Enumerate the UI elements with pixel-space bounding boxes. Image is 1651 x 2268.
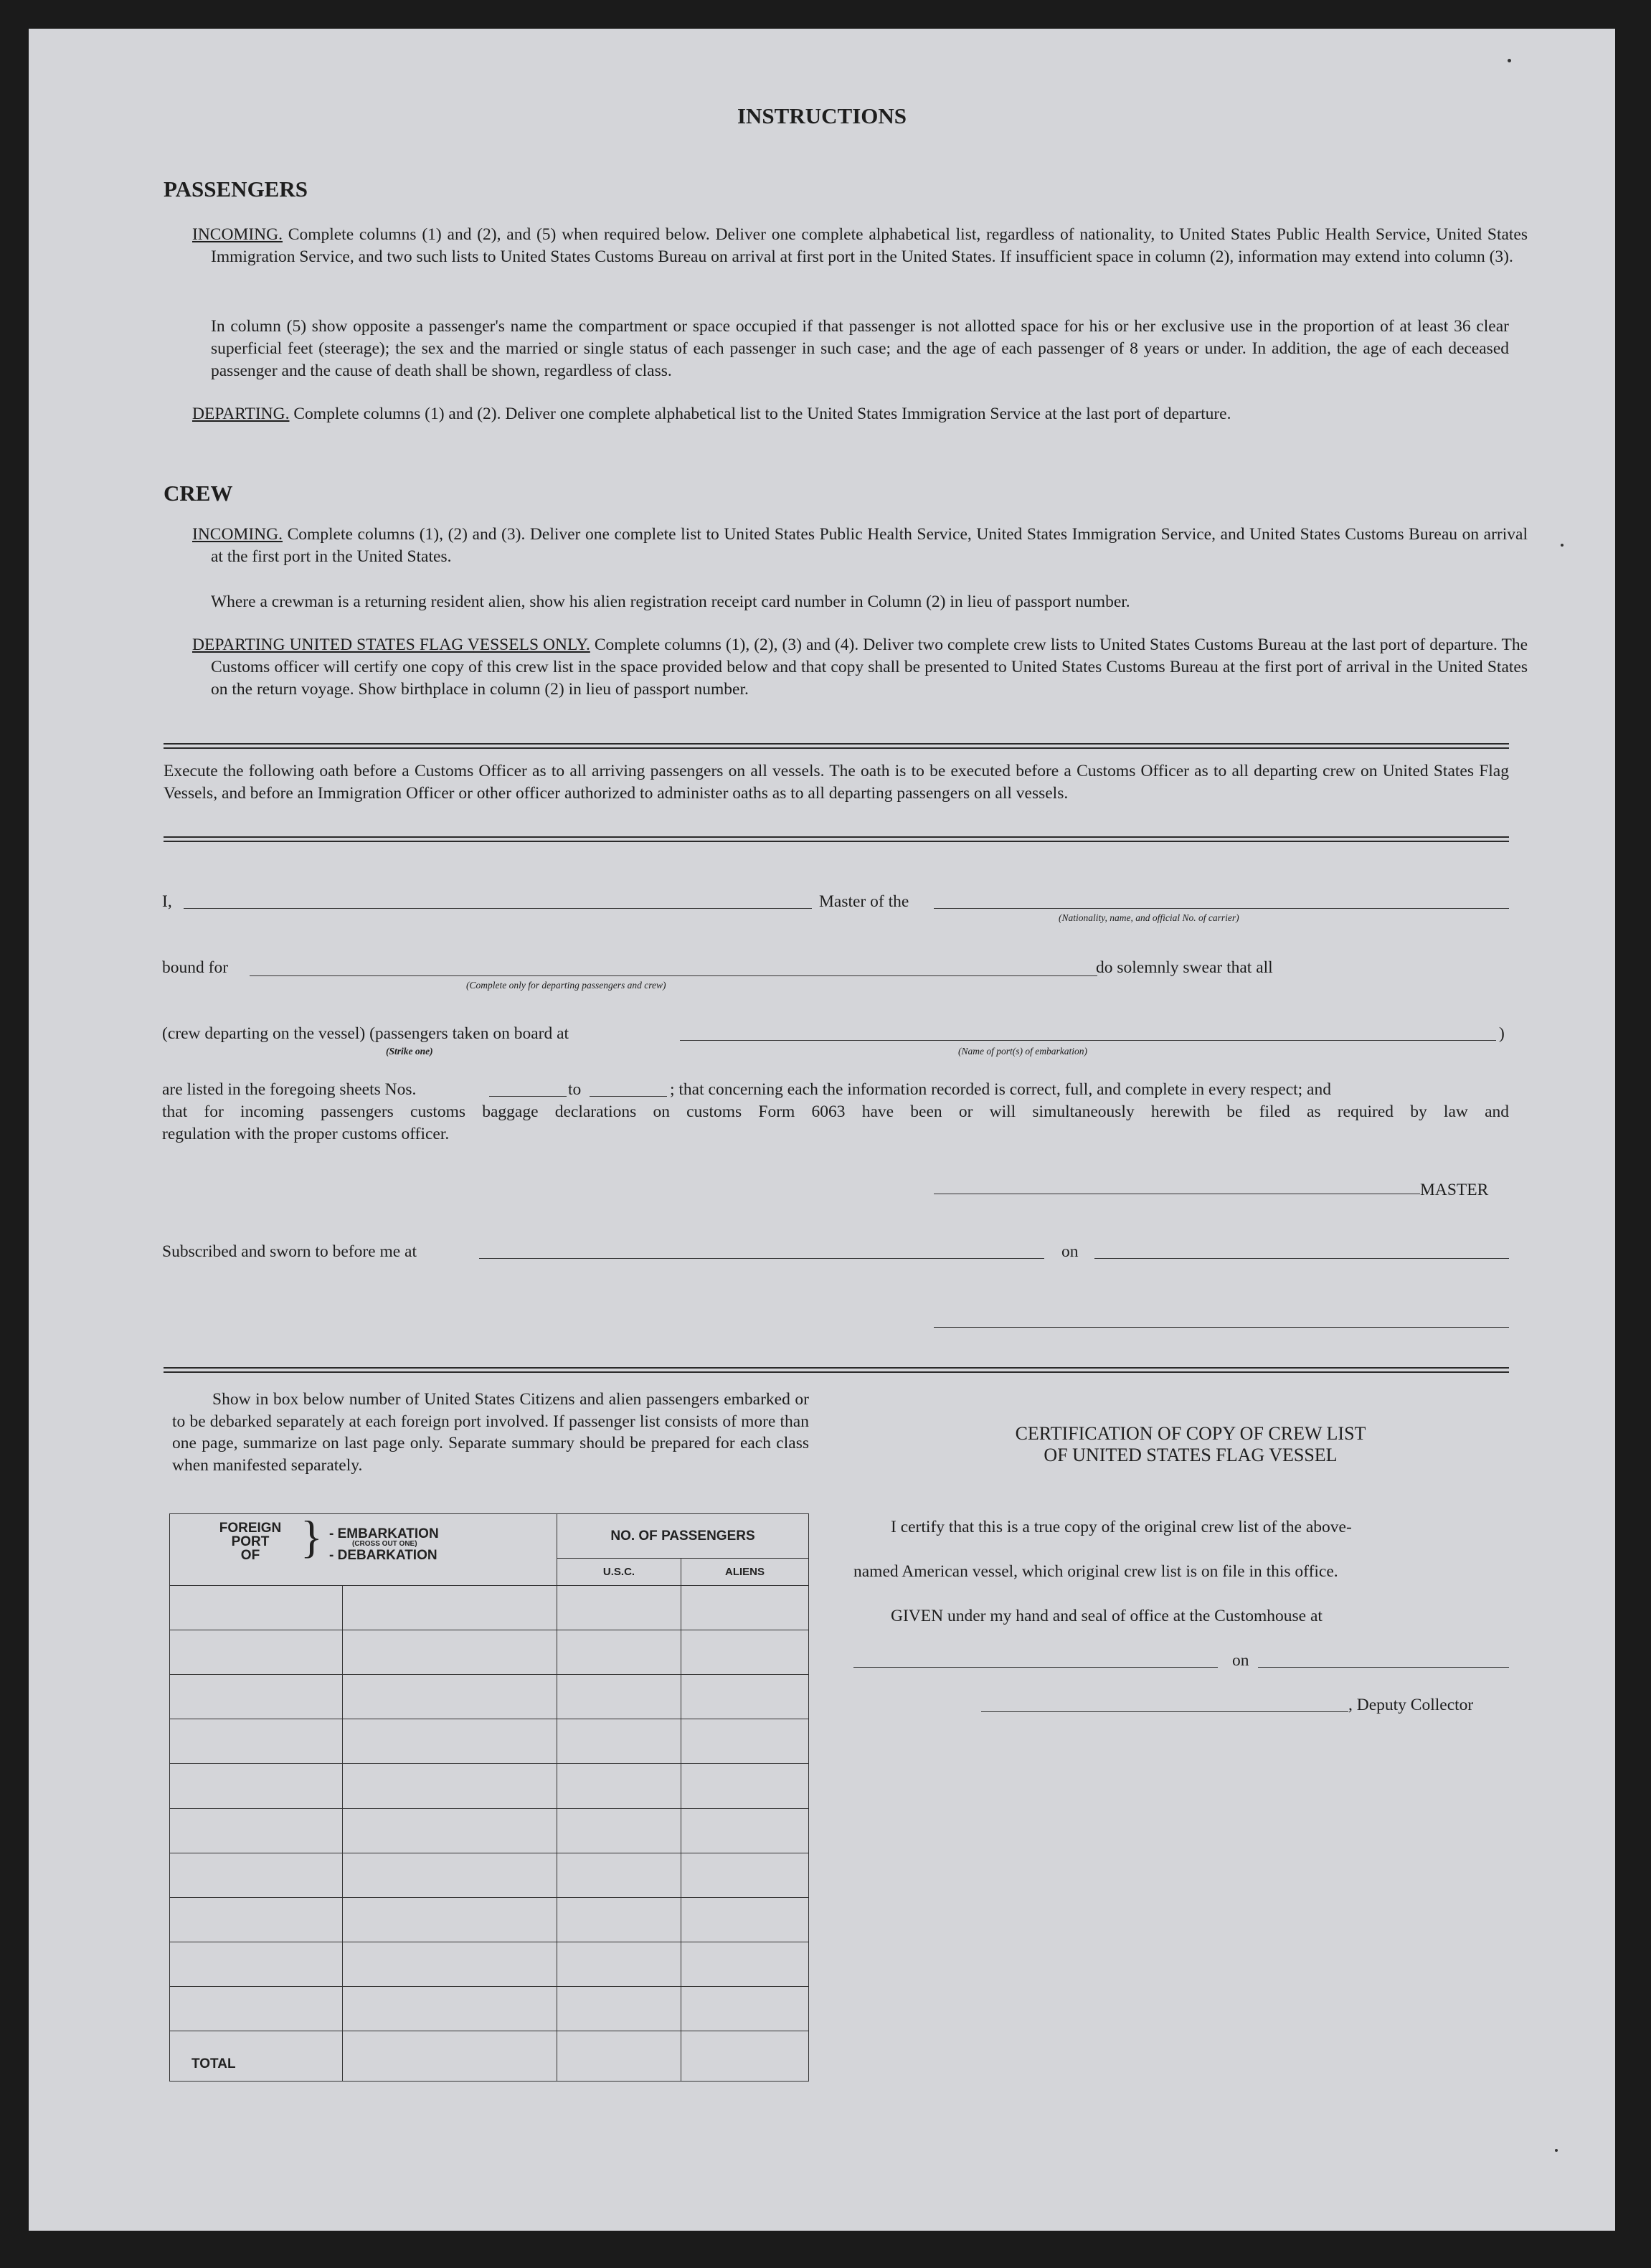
usc-header: U.S.C.: [557, 1559, 681, 1586]
certification-title-line-2: OF UNITED STATES FLAG VESSEL: [1044, 1445, 1338, 1465]
total-aliens-cell[interactable]: [681, 2031, 809, 2081]
listed-text-1: ; that concerning each the information recorded is correct, full, and complete in every respect; and: [670, 1080, 1331, 1099]
crew-departing-label: (crew departing on the vessel) (passengers taken on board at: [162, 1024, 569, 1043]
certification-text-1: I certify that this is a true copy of the original crew list of the above-: [891, 1518, 1352, 1536]
aliens-cell[interactable]: [681, 1719, 809, 1764]
swear-label: do solemnly swear that all: [1096, 958, 1273, 977]
given-text: GIVEN under my hand and seal of office at the Customhouse at: [891, 1607, 1323, 1625]
usc-cell[interactable]: [557, 1630, 681, 1675]
port-name-cell[interactable]: [343, 1586, 557, 1630]
master-of-label: Master of the: [819, 892, 909, 911]
crew-departing-paragraph: [192, 634, 1528, 701]
port-name-cell[interactable]: [343, 1675, 557, 1719]
form-page: [29, 29, 1615, 2231]
master-label: MASTER: [1420, 1181, 1489, 1199]
embarkation-header: - EMBARKATION: [329, 1526, 439, 1541]
passengers-incoming-paragraph: [192, 224, 1528, 268]
total-label: TOTAL: [170, 2031, 343, 2081]
divider: [164, 1367, 1509, 1369]
aliens-cell[interactable]: [681, 1586, 809, 1630]
usc-cell[interactable]: [557, 1853, 681, 1897]
subscribed-label: Subscribed and sworn to before me at: [162, 1242, 417, 1261]
aliens-cell[interactable]: [681, 1630, 809, 1675]
summary-instructions: Show in box below number of United States Citizens and alien passengers embarked or to be debarked separately at each foreign port involved. If passenger list consists of more than one page, summarize on last page only. Separate summary should be prepared for each class when manifested separately.: [172, 1390, 809, 1475]
brace-icon: }: [301, 1511, 323, 1562]
carrier-field[interactable]: [934, 908, 1509, 909]
sworn-on-label: on: [1061, 1242, 1079, 1261]
close-paren: ): [1499, 1024, 1505, 1043]
page-title: INSTRUCTIONS: [737, 103, 907, 128]
bound-for-note: (Complete only for departing passengers and crew): [466, 980, 666, 991]
cross-out-note: (CROSS OUT ONE): [352, 1540, 417, 1548]
port-cell[interactable]: [170, 1942, 343, 1986]
aliens-header: ALIENS: [681, 1559, 809, 1586]
bound-for-label: bound for: [162, 958, 229, 977]
port-name-cell[interactable]: [343, 1808, 557, 1853]
passengers-incoming-text: Complete columns (1) and (2), and (5) when required below. Deliver one complete alphabetical list, regardless of nationality, to United States Public Health Service, United States Immigration Service, and two such lists to United States Customs Bureau on arrival at first port in the United States. If insufficient space in column (2), information may extend into column (3).: [211, 225, 1528, 266]
oath-i-label: I,: [162, 892, 172, 911]
carrier-note: (Nationality, name, and official No. of carrier): [1059, 912, 1239, 923]
passengers-heading: PASSENGERS: [164, 176, 308, 202]
bound-for-field[interactable]: [250, 975, 1097, 976]
scan-speck: [1555, 2149, 1558, 2152]
crew-departing-label: DEPARTING UNITED STATES FLAG VESSELS ONLY.: [192, 635, 590, 654]
passengers-departing-label: DEPARTING.: [192, 405, 290, 423]
passengers-departing-text: Complete columns (1) and (2). Deliver one complete alphabetical list to the United States Immigration Service at the last port of departure.: [293, 405, 1231, 423]
port-name-cell[interactable]: [343, 1853, 557, 1897]
usc-cell[interactable]: [557, 1675, 681, 1719]
crew-incoming-label: INCOMING.: [192, 525, 283, 544]
aliens-cell[interactable]: [681, 1942, 809, 1986]
port-header-line: PORT: [231, 1534, 270, 1549]
passengers-header: NO. OF PASSENGERS: [557, 1514, 809, 1559]
crew-incoming-text: Complete columns (1), (2) and (3). Deliver one complete list to United States Public Health Service, United States Immigration Service, and United States Customs Bureau on arrival at the first port in the United States.: [211, 525, 1528, 566]
passengers-column5-paragraph: In column (5) show opposite a passenger's name the compartment or space occupied if that passenger is not allotted space for his or her exclusive use in the proportion of at least 36 clear superficial feet (steerage); the sex and the married or single status of each passenger in such case; and the age of each passenger of 8 years or under. In addition, the age of each deceased passenger and the cause of death shall be shown, regardless of class.: [211, 317, 1509, 380]
usc-cell[interactable]: [557, 1986, 681, 2031]
usc-cell[interactable]: [557, 1897, 681, 1942]
port-cell[interactable]: [170, 1719, 343, 1764]
port-cell[interactable]: [170, 1630, 343, 1675]
sworn-place-field[interactable]: [479, 1258, 1044, 1259]
debarkation-header: - DEBARKATION: [329, 1548, 437, 1563]
total-usc-cell[interactable]: [557, 2031, 681, 2081]
foreign-port-header: [207, 1521, 293, 1562]
port-cell[interactable]: [170, 1764, 343, 1808]
port-header-cell: [170, 1511, 557, 1586]
port-name-cell[interactable]: [343, 1764, 557, 1808]
deputy-signature-field[interactable]: [981, 1711, 1348, 1712]
port-note: (Name of port(s) of embarkation): [958, 1046, 1087, 1057]
passenger-summary-table: [169, 1513, 809, 2082]
divider: [164, 743, 1509, 745]
divider: [164, 836, 1509, 838]
divider: [164, 1371, 1509, 1373]
aliens-cell[interactable]: [681, 1675, 809, 1719]
port-name-cell[interactable]: [343, 1719, 557, 1764]
aliens-cell[interactable]: [681, 1853, 809, 1897]
total-port-cell[interactable]: [343, 2031, 557, 2081]
port-cell[interactable]: [170, 1897, 343, 1942]
embarkation-port-field[interactable]: [680, 1040, 1496, 1041]
crew-heading: CREW: [164, 481, 233, 506]
port-cell[interactable]: [170, 1675, 343, 1719]
divider: [164, 841, 1509, 842]
of-header-line: OF: [240, 1548, 260, 1563]
passengers-departing-paragraph: [192, 403, 1528, 425]
crew-returning-paragraph: Where a crewman is a returning resident alien, show his alien registration receipt card number in Column (2) in lieu of passport number.: [211, 592, 1130, 611]
sworn-date-field[interactable]: [1094, 1258, 1509, 1259]
listed-text-2: that for incoming passengers customs baggage declarations on customs Form 6063 have been or will simultaneously herewith be filed as required by law and: [162, 1102, 1509, 1121]
certification-text-2: named American vessel, which original crew list is on file in this office.: [853, 1562, 1338, 1581]
crew-departing-text: Complete columns (1), (2), (3) and (4). Deliver two complete crew lists to United States Customs Bureau at the last port of departure. The Customs officer will certify one copy of this crew list in the space provided below and that copy shall be presented to United States Customs Bureau at the first port of arrival in the United States on the return voyage. Show birthplace in column (2) in lieu of passport number.: [211, 635, 1528, 699]
port-cell[interactable]: [170, 1586, 343, 1630]
aliens-cell[interactable]: [681, 1897, 809, 1942]
passengers-incoming-label: INCOMING.: [192, 225, 283, 244]
oath-intro: Execute the following oath before a Customs Officer as to all arriving passengers on all vessels. The oath is to be executed before a Customs Officer as to all departing crew on United States Flag Vessels, and before an Immigration Officer or other officer authorized to administer oaths as to all departing passengers on all vessels.: [164, 762, 1509, 803]
divider: [164, 747, 1509, 749]
port-cell[interactable]: [170, 1808, 343, 1853]
customhouse-field[interactable]: [853, 1667, 1218, 1668]
usc-cell[interactable]: [557, 1942, 681, 1986]
port-cell[interactable]: [170, 1853, 343, 1897]
certification-on-label: on: [1232, 1651, 1249, 1670]
crew-incoming-paragraph: [192, 524, 1528, 568]
usc-cell[interactable]: [557, 1808, 681, 1853]
strike-one-note: (Strike one): [386, 1046, 433, 1057]
sheet-to-field[interactable]: [590, 1096, 667, 1097]
listed-prefix: are listed in the foregoing sheets Nos.: [162, 1080, 417, 1099]
port-name-cell[interactable]: [343, 1897, 557, 1942]
aliens-cell[interactable]: [681, 1986, 809, 2031]
port-name-cell[interactable]: [343, 1630, 557, 1675]
listed-text-3: regulation with the proper customs officer.: [162, 1125, 450, 1143]
certification-title-line-1: CERTIFICATION OF COPY OF CREW LIST: [1015, 1423, 1366, 1444]
certification-title: [881, 1423, 1500, 1466]
scan-speck: [1561, 544, 1564, 547]
usc-cell[interactable]: [557, 1764, 681, 1808]
aliens-cell[interactable]: [681, 1808, 809, 1853]
foreign-header-line: FOREIGN: [219, 1521, 282, 1536]
certification-date-field[interactable]: [1258, 1667, 1509, 1668]
aliens-cell[interactable]: [681, 1764, 809, 1808]
port-name-cell[interactable]: [343, 1942, 557, 1986]
usc-cell[interactable]: [557, 1586, 681, 1630]
port-cell[interactable]: [170, 1986, 343, 2031]
listed-to: to: [568, 1080, 582, 1099]
usc-cell[interactable]: [557, 1719, 681, 1764]
scan-speck: [1508, 59, 1511, 62]
sheet-from-field[interactable]: [489, 1096, 567, 1097]
deputy-collector-label: , Deputy Collector: [1348, 1696, 1474, 1714]
officer-signature-field[interactable]: [934, 1327, 1509, 1328]
master-name-field[interactable]: [184, 908, 812, 909]
port-name-cell[interactable]: [343, 1986, 557, 2031]
